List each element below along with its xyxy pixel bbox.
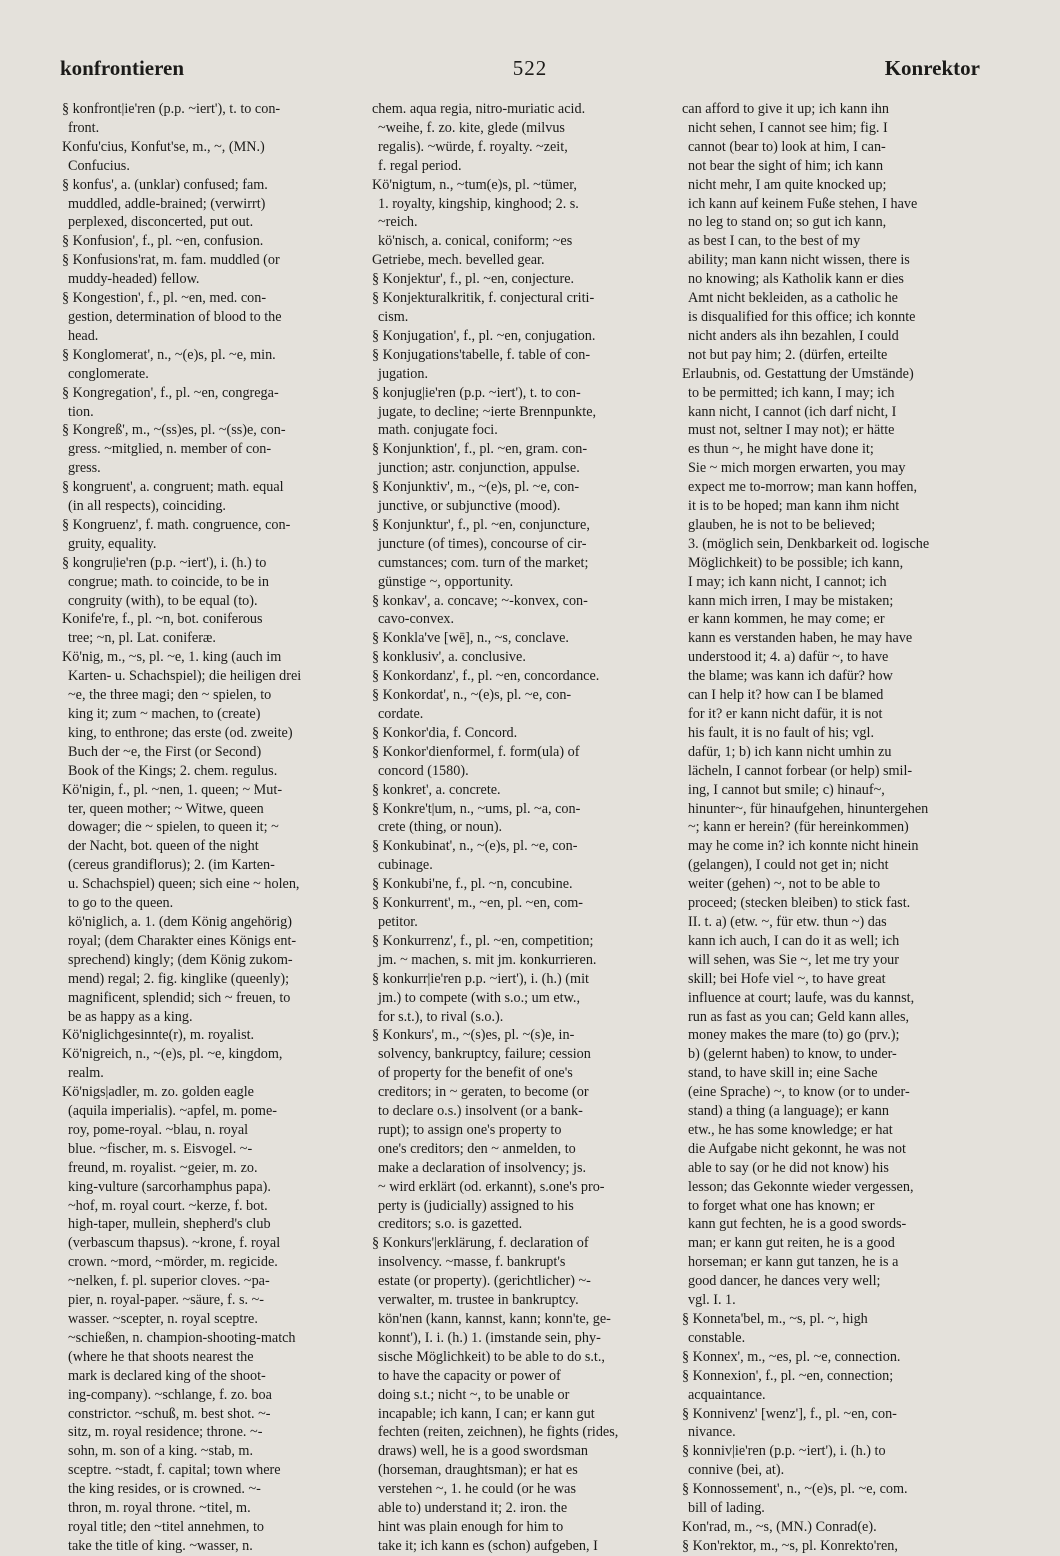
text-line: will sehen, was Sie ~, let me try your [688, 951, 899, 968]
text-line: § Konnexion', f., pl. ~en, connection; [682, 1367, 894, 1384]
text-line: § Konkor'dia, f. Concord. [372, 724, 518, 741]
text-line: it is to be hoped; man kann ihm nicht [688, 498, 900, 515]
text-line: stand) a thing (a language); er kann [688, 1103, 889, 1120]
text-line: Erlaubnis, od. Gestattung der Umstände) [682, 365, 914, 382]
text-line: § konkret', a. concrete. [372, 781, 501, 798]
text-line: junction; astr. conjunction, appulse. [378, 460, 580, 477]
text-line: for s.t.), to rival (s.o.). [378, 1008, 504, 1025]
text-line: no leg to stand on; so gut ich kann, [688, 214, 887, 231]
text-line: vgl. I. 1. [688, 1292, 736, 1309]
text-line: § Konkre't|um, n., ~ums, pl. ~a, con- [372, 800, 581, 817]
text-line: not bear the sight of him; ich kann [688, 157, 884, 174]
text-line: incapable; ich kann, I can; er kann gut [378, 1405, 595, 1422]
text-line: der Nacht, bot. queen of the night [68, 838, 259, 855]
text-line: muddled, addle-brained; (verwirrt) [68, 195, 266, 212]
text-line: günstige ~, opportunity. [378, 573, 514, 590]
text-line: § konklusiv', a. conclusive. [372, 649, 526, 666]
text-line: § Konjugation', f., pl. ~en, conjugation. [372, 327, 596, 344]
text-line: to have the capacity or power of [378, 1367, 561, 1384]
text-line: Buch der ~e, the First (or Second) [68, 743, 262, 760]
text-line: Kö'nig, m., ~s, pl. ~e, 1. king (auch im [62, 649, 282, 666]
text-line: of property for the benefit of one's [378, 1065, 573, 1082]
text-line: high-taper, mullein, shepherd's club [68, 1216, 271, 1233]
text-line: draws) well, he is a good swordsman [378, 1443, 589, 1460]
text-line: acquaintance. [688, 1386, 766, 1403]
text-line: cubinage. [378, 857, 433, 874]
text-line: f. regal period. [378, 157, 462, 174]
text-line: ~weihe, f. zo. kite, glede (milvus [378, 119, 565, 136]
text-line: Kon'rad, m., ~s, (MN.) Conrad(e). [682, 1518, 877, 1535]
text-line: sceptre. ~stadt, f. capital; town where [68, 1462, 281, 1479]
text-line: (where he that shoots nearest the [68, 1348, 254, 1365]
text-line: for it? er kann nicht dafür, it is not [688, 706, 883, 722]
text-line: Karten- u. Schachspiel); die heiligen drei [68, 668, 302, 685]
text-line: I may; ich kann nicht, I cannot; ich [688, 573, 887, 590]
text-line: § Kongestion', f., pl. ~en, med. con- [62, 290, 267, 307]
text-line: § konjug|ie'ren (p.p. ~iert'), t. to con- [372, 384, 581, 401]
text-line: sohn, m. son of a king. ~stab, m. [68, 1443, 254, 1460]
text-line: § Konglomerat', n., ~(e)s, pl. ~e, min. [62, 346, 276, 363]
text-line: dowager; die ~ spielen, to queen it; ~ [68, 819, 279, 836]
text-line: § Konnossement', n., ~(e)s, pl. ~e, com. [682, 1481, 908, 1498]
text-line: gress. ~mitglied, n. member of con- [68, 441, 272, 458]
text-line: ~ wird erklärt (od. erkannt), s.one's pro- [378, 1178, 605, 1195]
text-line: cism. [378, 308, 409, 325]
text-line: § Konneta'bel, m., ~s, pl. ~, high [682, 1311, 868, 1327]
text-line: can I help it? how can I be blamed [688, 687, 884, 704]
text-line: II. t. a) (etw. ~, für etw. thun ~) das [688, 913, 887, 930]
text-line: able to) understand it; 2. iron. the [378, 1500, 568, 1517]
text-line: jm.) to compete (with s.o.; um etw., [378, 989, 581, 1006]
text-line: pier, n. royal-paper. ~säure, f. s. ~- [68, 1292, 264, 1309]
text-line: Kö'nigtum, n., ~tum(e)s, pl. ~tümer, [372, 176, 577, 193]
text-line: front. [68, 119, 100, 136]
text-line: magnificent, splendid; sich ~ freuen, to [68, 989, 291, 1006]
text-line: connive (bei, at). [688, 1462, 785, 1479]
text-line: kann mich irren, I may be mistaken; [688, 592, 894, 609]
text-line: junctive, or subjunctive (mood). [378, 498, 561, 515]
text-line: tree; ~n, pl. Lat. coniferæ. [68, 630, 216, 647]
text-line: § Konjugations'tabelle, f. table of con- [372, 346, 591, 363]
text-line: kann ich auch, I can do it as well; ich [688, 932, 900, 949]
text-line: glauben, he is not to be believed; [688, 516, 876, 533]
text-line: b) (gelernt haben) to know, to under- [688, 1046, 897, 1063]
text-line: Amt nicht bekleiden, as a catholic he [688, 290, 898, 307]
text-line: be as happy as a king. [68, 1008, 193, 1025]
text-line: § konfus', a. (unklar) confused; fam. [62, 176, 268, 193]
text-line: roy, pome-royal. ~blau, n. royal [68, 1121, 249, 1138]
text-line: ~hof, m. royal court. ~kerze, f. bot. [68, 1197, 268, 1214]
text-line: ter, queen mother; ~ Witwe, queen [68, 800, 264, 817]
text-line: kann gut fechten, he is a good swords- [688, 1216, 907, 1233]
text-line: juncture (of times), concourse of cir- [378, 535, 587, 552]
text-line: proceed; (stecken bleiben) to stick fast. [688, 895, 911, 912]
text-line: horseman; er kann gut tanzen, he is a [688, 1254, 899, 1271]
text-line: is disqualified for this office; ich konnte [688, 308, 916, 325]
text-line: constrictor. ~schuß, m. best shot. ~- [68, 1405, 271, 1422]
text-line: congruity (with), to be equal (to). [68, 592, 258, 609]
text-line: not but pay him; 2. (dürfen, erteilte [688, 346, 888, 363]
text-line: head. [68, 327, 99, 344]
text-line: constable. [688, 1329, 746, 1346]
text-line: dafür, 1; b) ich kann nicht umhin zu [688, 743, 892, 760]
text-line: the blame; was kann ich dafür? how [688, 668, 893, 685]
text-line: to forget what one has known; er [688, 1197, 875, 1214]
text-line: cannot (bear to) look at him, I can- [688, 138, 886, 155]
text-line: es thun ~, he might have done it; [688, 441, 874, 458]
text-line: § Konjunktion', f., pl. ~en, gram. con- [372, 441, 588, 458]
text-line: able to say (or he did not know) his [688, 1159, 889, 1176]
text-line: Kö'niglichgesinnte(r), m. royalist. [62, 1027, 255, 1044]
running-head-left: konfrontieren [60, 56, 185, 80]
text-line: chem. aqua regia, nitro-muriatic acid. [372, 101, 586, 117]
text-line: nivance. [688, 1424, 736, 1441]
column-middle [372, 100, 678, 1554]
text-line: fechten (reiten, zeichnen), he fights (rides, [378, 1424, 619, 1441]
text-line: king it; zum ~ machen, to (create) [68, 706, 261, 722]
text-line: expect me to-morrow; man kann hoffen, [688, 479, 918, 496]
text-line: lächeln, I cannot forbear (or help) smil- [688, 762, 913, 779]
text-line: cordate. [378, 706, 424, 722]
text-line: crown. ~mord, ~mörder, m. regicide. [68, 1254, 278, 1271]
text-line: thron, m. royal throne. ~titel, m. [68, 1500, 251, 1517]
text-line: § kongru|ie'ren (p.p. ~iert'), i. (h.) to [62, 554, 267, 571]
text-line: (eine Sprache) ~, to know (or to under- [688, 1084, 910, 1101]
text-line: as best I can, to the best of my [688, 233, 861, 250]
text-line: math. conjugate foci. [378, 422, 498, 439]
text-line: Möglichkeit) to be possible; ich kann, [688, 554, 904, 571]
text-line: Confucius. [68, 157, 130, 174]
text-line: kön'nen (kann, kannst, kann; konn'te, ge- [378, 1311, 611, 1327]
text-line: congrue; math. to coincide, to be in [68, 573, 269, 590]
text-line: cavo-convex. [378, 611, 455, 628]
text-line: § konkurr|ie'ren p.p. ~iert'), i. (h.) (mit [372, 970, 589, 987]
text-line: ing, I cannot but smile; c) hinauf~, [688, 781, 885, 798]
text-line: ~schießen, n. champion-shooting-match [68, 1329, 296, 1346]
text-line: rupt); to assign one's property to [378, 1121, 562, 1138]
text-line: lesson; das Gekonnte wieder vergessen, [688, 1178, 914, 1195]
text-line: (cereus grandiflorus); 2. (im Karten- [68, 857, 275, 874]
page-number: 522 [512, 56, 548, 80]
text-line: § Konkurrent', m., ~en, pl. ~en, com- [372, 895, 583, 912]
text-line: take the title of king. ~wasser, n. [68, 1537, 253, 1554]
text-line: tion. [68, 403, 94, 420]
text-line: royal; (dem Charakter eines Königs ent- [68, 932, 297, 949]
text-line: Konife're, f., pl. ~n, bot. coniferous [62, 611, 263, 628]
text-line: bill of lading. [688, 1500, 765, 1517]
text-line: ich kann auf keinem Fuße stehen, I have [688, 195, 918, 212]
text-line: § Konkla've [wē], n., ~s, conclave. [372, 630, 569, 647]
text-line: ~; kann er herein? (für hereinkommen) [688, 819, 909, 836]
text-line: perplexed, disconcerted, put out. [68, 214, 254, 231]
text-line: § Konkurrenz', f., pl. ~en, competition; [372, 932, 594, 949]
text-line: (in all respects), coinciding. [68, 498, 226, 515]
text-line: doing s.t.; nicht ~, to be unable or [378, 1386, 570, 1403]
text-line: freund, m. royalist. ~geier, m. zo. [68, 1159, 258, 1176]
text-line: cumstances; com. turn of the market; [378, 554, 589, 571]
text-line: jugation. [378, 365, 429, 382]
text-line: gruity, equality. [68, 535, 157, 552]
text-line: to be permitted; ich kann, I may; ich [688, 384, 895, 401]
text-line: § Konkordat', n., ~(e)s, pl. ~e, con- [372, 687, 572, 704]
text-line: § Konjektur', f., pl. ~en, conjecture. [372, 271, 575, 288]
text-line: ing-company). ~schlange, f. zo. boa [68, 1386, 272, 1403]
text-line: king-vulture (sarcorhamphus papa). [68, 1178, 271, 1195]
text-line: jugate, to decline; ~ierte Brennpunkte, [378, 403, 597, 420]
text-line: no knowing; als Katholik kann er dies [688, 271, 904, 288]
text-line: § konniv|ie'ren (p.p. ~iert'), i. (h.) to [682, 1443, 886, 1460]
text-line: die Aufgabe nicht gekonnt, he was not [688, 1140, 906, 1157]
text-line: Kö'nigreich, n., ~(e)s, pl. ~e, kingdom, [62, 1046, 283, 1063]
text-line: u. Schachspiel) queen; sich eine ~ holen, [68, 876, 300, 893]
text-line: Getriebe, mech. bevelled gear. [372, 252, 545, 269]
text-line: Kö'nigs|adler, m. zo. golden eagle [62, 1084, 254, 1101]
text-line: verwalter, m. trustee in bankruptcy. [378, 1292, 579, 1309]
text-line: 1. royalty, kingship, kinghood; 2. s. [378, 195, 579, 212]
text-line: jm. ~ machen, s. mit jm. konkurrieren. [378, 951, 597, 968]
text-line: regalis). ~würde, f. royalty. ~zeit, [378, 138, 568, 155]
text-line: kö'nisch, a. conical, coniform; ~es [378, 233, 573, 250]
text-line: § Konjunktur', f., pl. ~en, conjuncture, [372, 516, 590, 533]
text-line: make a declaration of insolvency; js. [378, 1159, 587, 1176]
text-line: (horseman, draughtsman); er hat es [378, 1462, 578, 1479]
text-line: understood it; 4. a) dafür ~, to have [688, 649, 889, 666]
text-line: § Konkurs'|erklärung, f. declaration of [372, 1235, 589, 1252]
text-line: one's creditors; den ~ anmelden, to [378, 1140, 576, 1157]
text-line: § Konjekturalkritik, f. conjectural criti- [372, 290, 595, 307]
text-line: nicht sehen, I cannot see him; fig. I [688, 119, 888, 136]
text-line: royal title; den ~titel annehmen, to [68, 1518, 264, 1535]
text-line: § kongruent', a. congruent; math. equal [62, 479, 284, 496]
text-line: gress. [68, 460, 101, 477]
text-line: man; er kann gut reiten, he is a good [688, 1235, 895, 1252]
text-line: § Kon'rektor, m., ~s, pl. Konrekto'ren, [682, 1537, 898, 1554]
text-line: stand, to have skill in; eine Sache [688, 1065, 878, 1082]
text-line: § konfront|ie'ren (p.p. ~iert'), t. to con- [62, 101, 281, 117]
text-line: Book of the Kings; 2. chem. regulus. [68, 762, 278, 779]
text-line: 3. (möglich sein, Denkbarkeit od. logische [688, 535, 930, 552]
text-line: money makes the mare (to) go (prv.); [688, 1027, 900, 1044]
text-line: kann es verstanden haben, he may have [688, 630, 913, 647]
text-line: creditors; in ~ geraten, to become (or [378, 1084, 589, 1101]
running-head-right: Konrektor [884, 56, 980, 80]
text-line: ~nelken, f. pl. superior cloves. ~pa- [68, 1273, 270, 1290]
text-line: the king resides, or is crowned. ~- [68, 1481, 261, 1498]
text-line: (gelangen), I could not get in; nicht [688, 857, 889, 874]
text-line: sitz, m. royal residence; throne. ~- [68, 1424, 263, 1441]
text-line: creditors; s.o. is gazetted. [378, 1216, 523, 1233]
text-line: § Kongruenz', f. math. congruence, con- [62, 516, 291, 533]
text-line: kö'niglich, a. 1. (dem König angehörig) [68, 913, 292, 930]
text-line: concord (1580). [378, 762, 469, 779]
text-line: sische Möglichkeit) to be able to do s.t., [378, 1348, 605, 1365]
text-line: crete (thing, or noun). [378, 819, 503, 836]
text-line: ~reich. [378, 214, 418, 231]
text-line: king, to enthrone; das erste (od. zweite) [68, 724, 293, 741]
text-line: blue. ~fischer, m. s. Eisvogel. ~- [68, 1140, 253, 1157]
text-line: Konfu'cius, Konfut'se, m., ~, (MN.) [62, 138, 265, 155]
text-line: er kann kommen, he may come; er [688, 611, 885, 628]
text-line: gestion, determination of blood to the [68, 308, 282, 325]
text-line: § Konkubi'ne, f., pl. ~n, concubine. [372, 876, 573, 893]
text-line: § Konnex', m., ~es, pl. ~e, connection. [682, 1348, 901, 1365]
text-line: to declare o.s.) insolvent (or a bank- [378, 1103, 583, 1120]
column-right [682, 100, 984, 1554]
text-line: § Konjunktiv', m., ~(e)s, pl. ~e, con- [372, 479, 580, 496]
text-line: mark is declared king of the shoot- [68, 1367, 266, 1384]
text-line: realm. [68, 1065, 104, 1082]
column-left [62, 100, 368, 1554]
text-line: influence at court; laufe, was du kannst, [688, 989, 915, 1006]
text-line: ~e, the three magi; den ~ spielen, to [68, 687, 272, 704]
text-line: nicht mehr, I am quite knocked up; [688, 176, 887, 193]
text-line: his fault, it is no fault of his; vgl. [688, 724, 875, 741]
text-line: konnt'), I. i. (h.) 1. (imstande sein, phy- [378, 1329, 601, 1346]
text-line: can afford to give it up; ich kann ihn [682, 101, 889, 117]
text-line: must not, seltner I may not); er hätte [688, 422, 895, 439]
text-line: § Konkurs', m., ~(s)es, pl. ~(s)e, in- [372, 1027, 575, 1044]
text-line: § Konkordanz', f., pl. ~en, concordance. [372, 668, 600, 685]
text-line: perty is (judicially) assigned to his [378, 1197, 574, 1214]
text-line: wasser. ~scepter, n. royal sceptre. [68, 1311, 258, 1327]
text-line: hint was plain enough for him to [378, 1518, 564, 1535]
text-line: nicht anders als ihn bezahlen, I could [688, 327, 899, 344]
text-line: verstehen ~, 1. he could (or he was [378, 1481, 576, 1498]
text-line: kann nicht, I cannot (ich darf nicht, I [688, 403, 897, 420]
text-line: Kö'nigin, f., pl. ~nen, 1. queen; ~ Mut- [62, 781, 283, 798]
text-line: solvency, bankruptcy, failure; cession [378, 1046, 591, 1063]
text-line: muddy-headed) fellow. [68, 271, 200, 288]
text-line: § Konfusions'rat, m. fam. muddled (or [62, 252, 280, 269]
text-line: § Konfusion', f., pl. ~en, confusion. [62, 233, 264, 250]
text-line: § konkav', a. concave; ~-konvex, con- [372, 592, 588, 609]
text-line: Sie ~ mich morgen erwarten, you may [688, 460, 906, 477]
text-line: run as fast as you can; Geld kann alles, [688, 1008, 910, 1025]
text-line: § Konnivenz' [wenz'], f., pl. ~en, con- [682, 1405, 897, 1422]
text-line: § Kongregation', f., pl. ~en, congrega- [62, 384, 279, 401]
text-line: may he come in? ich konnte nicht hinein [688, 838, 919, 855]
text-line: etw., he has some knowledge; er hat [688, 1121, 893, 1138]
text-line: mend) regal; 2. fig. kinglike (queenly); [68, 970, 290, 987]
text-line: sprechend) kingly; (dem König zukom- [68, 951, 293, 968]
text-line: § Konkubinat', n., ~(e)s, pl. ~e, con- [372, 838, 578, 855]
text-line: petitor. [378, 913, 418, 930]
text-line: good dancer, he dances very well; [688, 1273, 881, 1290]
text-line: § Kongreß', m., ~(ss)es, pl. ~(ss)e, con- [62, 422, 286, 439]
text-line: weiter (gehen) ~, not to be able to [688, 876, 881, 893]
text-line: insolvency. ~masse, f. bankrupt's [378, 1254, 566, 1271]
text-line: estate (or property). (gerichtlicher) ~- [378, 1273, 591, 1290]
text-line: hinunter~, für hinaufgehen, hinuntergehen [688, 800, 929, 817]
text-line: ability; man kann nicht wissen, there is [688, 252, 910, 269]
text-line: skill; bei Hofe viel ~, to have great [688, 970, 886, 987]
text-line: conglomerate. [68, 365, 149, 382]
text-line: take it; ich kann es (schon) aufgeben, I [378, 1537, 598, 1554]
text-line: to go to the queen. [68, 895, 174, 912]
text-line: (aquila imperialis). ~apfel, m. pome- [68, 1103, 277, 1120]
text-line: (verbascum thapsus). ~krone, f. royal [68, 1235, 281, 1252]
text-line: § Konkor'dienformel, f. form(ula) of [372, 743, 580, 760]
